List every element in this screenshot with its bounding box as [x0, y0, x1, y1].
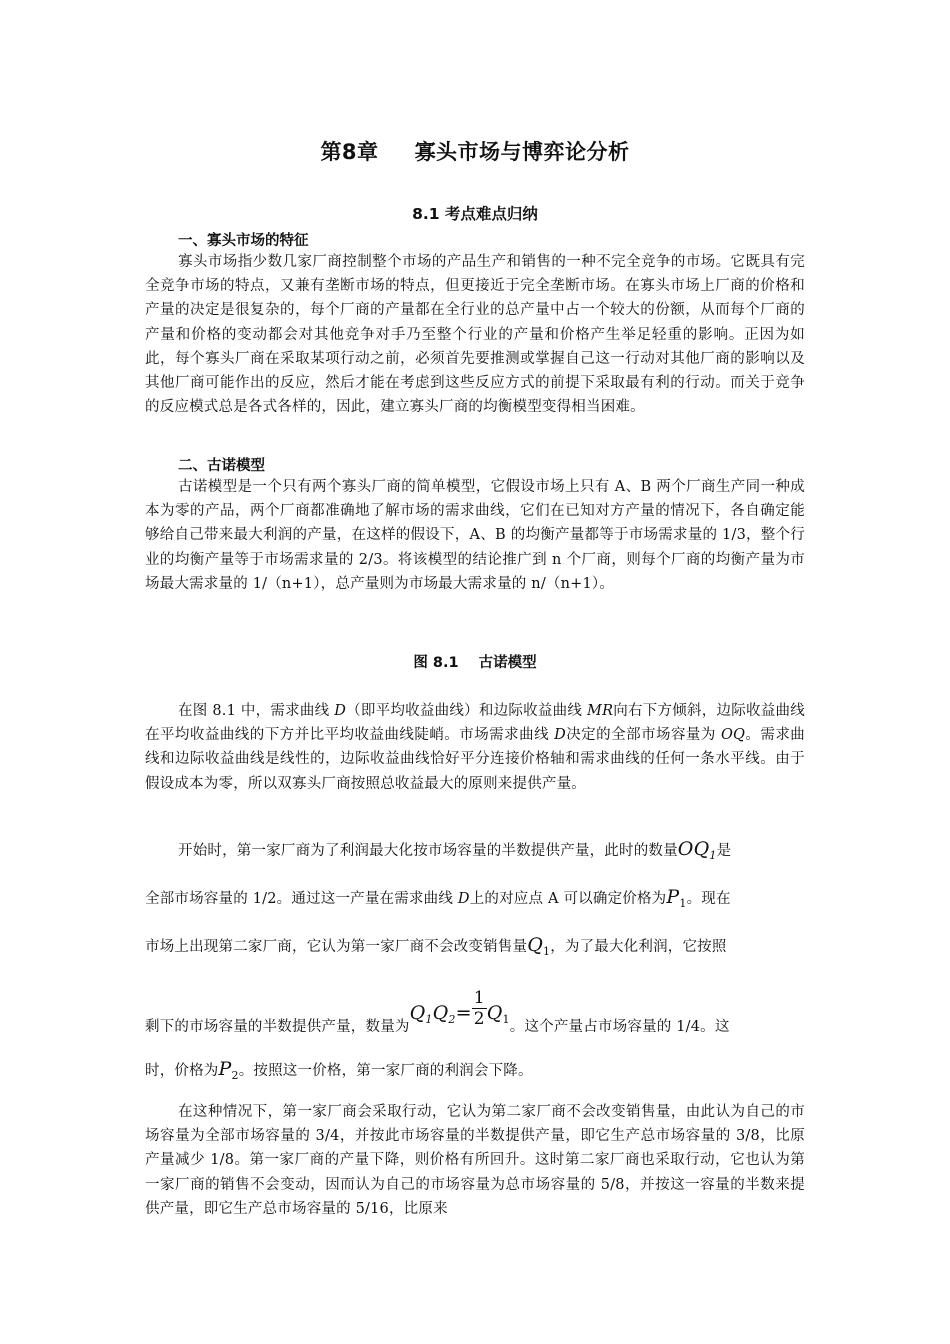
paragraph-line-1: 开始时，第一家厂商为了利润最大化按市场容量的半数提供产量，此时的数量$OQ_1$是 — [178, 838, 732, 862]
subheading-cournot-model: 二、古诺模型 — [178, 458, 265, 474]
paragraph-oligopoly-features: 寡头市场指少数几家厂商控制整个市场的产品生产和销售的一种不完全竞争的市场。它既具有完全竞争市场的特点，又兼有垄断市场的特点，但更接近于完全垄断市场。在寡头市场上厂商的价格和产量的决定是很复杂的，每个厂商的产量都在全行业的总产量中占一个较大的份额，从而每个厂商的产量和价格的变动都会对其他竞争对手乃至整个行业的产量和价格产生举足轻重的影响。正因为如此，每个寡头厂商在采取某项行动之前，必须首先要推测或掌握自己这一行动对其他厂商的影响以及其他厂商可能作出的反应，然后才能在考虑到这些反应方式的前提下采取最有利的行动。而关于竞争的反应模式总是各式各样的，因此，建立寡头厂商的均衡模型变得相当困难。 — [145, 254, 805, 416]
figure-caption — [0, 651, 950, 672]
figure-title: 古诺模型 — [478, 655, 537, 671]
paragraph-line-5: 时，价格为$P_2$。按照这一价格，第一家厂商的利润会下降。 — [145, 1058, 533, 1082]
var-d: D — [334, 703, 347, 719]
figure-label: 图 8.1 — [413, 655, 459, 671]
paragraph-adjustment-process: 在这种情况下，第一家厂商会采取行动，它认为第二家厂商不会改变销售量，由此认为自己的市场容量为全部市场容量的 3/4，并按此市场容量的半数提供产量，即它生产总市场容量的 3/8，比原产量减少 1/8。第一家厂商的产量下降，则价格有所回升。这时第二家厂商也采取行动，它也认为第一家厂商的销售不会变动，因而认为自己的市场容量为总市场容量的 5/8，并按这一容量的半数来提供产量，即它生产总市场容量的 5/16，比原来 — [145, 1104, 805, 1217]
var-oq: OQ — [720, 727, 746, 744]
chapter-title — [0, 136, 950, 166]
paragraph-cournot-model: 古诺模型是一个只有两个寡头厂商的简单模型，它假设市场上只有 A、B 两个厂商生产同一种成本为零的产品，两个厂商都准确地了解市场的需求曲线，它们在已知对方产量的情况下，各自确定能够给自己带来最大利润的产量，在这样的假设下，A、B 的均衡产量都等于市场需求量的 1/3，整个行业的均衡产量等于市场需求量的 2/3。将该模型的结论推广到 n 个厂商，则每个厂商的均衡产量为市场最大需求量的 1/（n+1），总产量则为市场最大需求量的 n/（n+1）。 — [145, 479, 805, 592]
paragraph-line-2: 全部市场容量的 1/2。通过这一产量在需求曲线 D上的对应点 A 可以确定价格为$P_1$。现在 — [145, 886, 731, 910]
chapter-name: 寡头市场与博弈论分析 — [414, 140, 630, 164]
subheading-oligopoly-features: 一、寡头市场的特征 — [178, 233, 309, 249]
var-d: D — [554, 727, 566, 744]
paragraph-line-3: 市场上出现第二家厂商，它认为第一家厂商不会改变销售量$Q_1$，为了最大化利润，它按照 — [145, 934, 727, 958]
paragraph-figure-explanation: 在图 8.1 中，需求曲线 D（即平均收益曲线）和边际收益曲线 MR向右下方倾斜，边际收益曲线在平均收益曲线的下方并比平均收益曲线陡峭。市场需求曲线 D决定的全部市场容量为 OQ。需求曲线和边际收益曲线是线性的，边际收益曲线恰好平分连接价格轴和需求曲线的任何一条水平线。由于假设成本为零，所以双寡头厂商按照总收益最大的原则来提供产量。 — [145, 703, 805, 792]
var-mr: MR — [587, 703, 614, 719]
fraction-one-half: $\frac{1}{2}$ — [473, 988, 485, 1029]
paragraph-line-4: 剩下的市场容量的半数提供产量，数量为$Q_1Q_2=$ $\frac{1}{2}$ $Q_1$。这个产量占市场容量的 1/4。这 — [145, 988, 730, 1035]
chapter-number: 第8章 — [320, 140, 379, 164]
eq-q1q2: $Q_1Q_2=$ — [409, 1001, 472, 1026]
section-title: 8.1 考点难点归纳 — [412, 205, 538, 223]
